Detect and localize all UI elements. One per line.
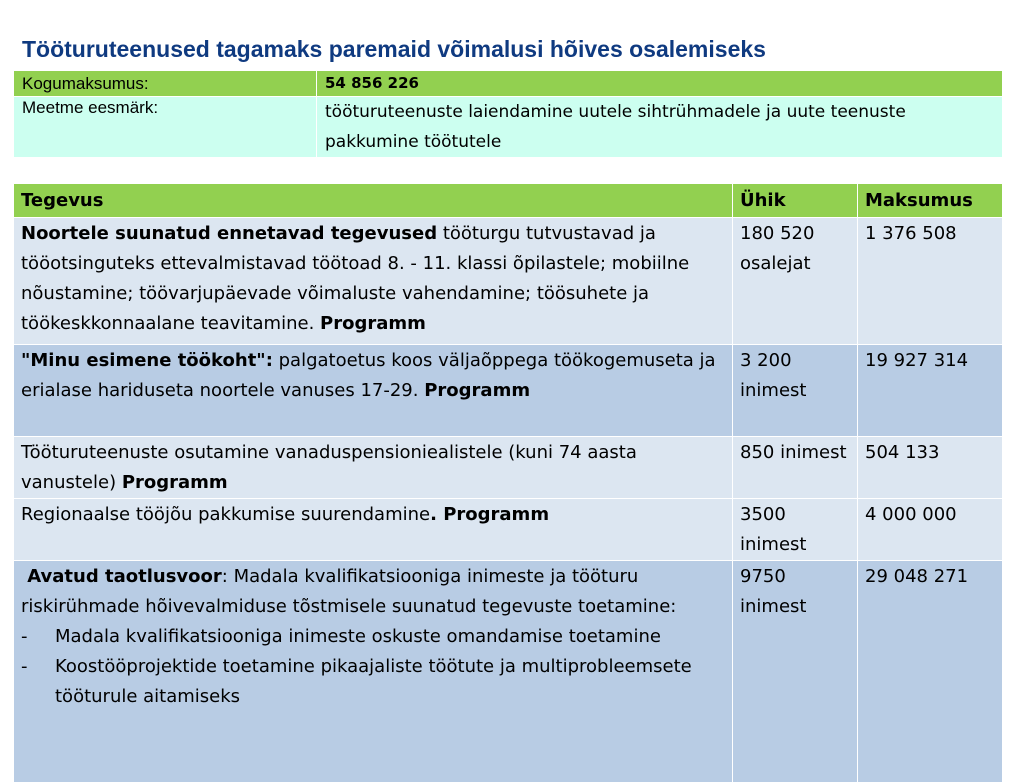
unit-cell: 9750 inimest	[733, 561, 858, 783]
cost-cell: 29 048 271	[858, 561, 1003, 783]
table-row	[14, 561, 1003, 783]
activity-bold-tail: Programm	[121, 472, 228, 493]
cost-value: 54 856 226	[317, 71, 1003, 97]
unit-cell: 850 inimest	[733, 437, 858, 499]
unit-cell: 3500 inimest	[733, 499, 858, 561]
activity-sub-list	[21, 622, 725, 712]
list-item: - Madala kvalifikatsiooniga inimeste oskuste omandamise toetamine	[21, 622, 725, 652]
activities-table	[13, 183, 1003, 783]
header-cost: Maksumus	[858, 184, 1003, 218]
list-item: - Koostööprojektide toetamine pikaajaliste töötute ja multiprobleemsete tööturule aitamiseks	[21, 652, 725, 712]
activity-cell	[14, 345, 733, 437]
activity-text: : Madala kvalifikatsiooniga inimeste ja tööturu riskirühmade hõivevalmiduse tõstmisele suunatud tegevuste toetamine:	[21, 566, 677, 617]
table-header-row	[14, 184, 1003, 218]
table-row	[14, 499, 1003, 561]
activity-text: Tööturuteenuste osutamine vanaduspensioniealistele (kuni 74 aasta vanustele)	[21, 442, 637, 493]
summary-table	[13, 70, 1003, 158]
activity-text: tööturgu tutvustavad ja tööotsinguteks ettevalmistavad töötoad 8. - 11. klassi õpilastele; mobiilne nõustamine; töövarjupäevade võimaluste vahendamine; töösuhete ja töökeskkonnaalane teavitamine.	[21, 223, 690, 334]
table-row	[14, 345, 1003, 437]
activity-bold-lead: Noortele suunatud ennetavad tegevused	[21, 223, 438, 244]
cost-label: Kogumaksumus:	[14, 71, 317, 97]
cost-cell: 504 133	[858, 437, 1003, 499]
activity-cell	[14, 437, 733, 499]
activity-cell	[14, 218, 733, 345]
slide-title: Tööturuteenused tagamaks paremaid võimalusi hõives osalemiseks	[22, 36, 766, 62]
activity-cell	[14, 499, 733, 561]
summary-row-goal	[14, 97, 1003, 158]
activity-bold-tail: . Programm	[430, 504, 550, 525]
activity-bold-lead: Avatud taotlusvoor	[21, 566, 222, 587]
activity-text: palgatoetus koos väljaõppega töökogemuseta ja erialase hariduseta noortele vanuses 17-29.	[21, 350, 716, 401]
table-row	[14, 218, 1003, 345]
header-unit: Ühik	[733, 184, 858, 218]
cost-cell: 19 927 314	[858, 345, 1003, 437]
activity-cell	[14, 561, 733, 783]
goal-label: Meetme eesmärk:	[14, 97, 317, 158]
summary-row-cost	[14, 71, 1003, 97]
activity-text: Regionaalse tööjõu pakkumise suurendamine	[21, 504, 431, 525]
cost-cell: 4 000 000	[858, 499, 1003, 561]
table-row	[14, 437, 1003, 499]
activity-bold-tail: Programm	[424, 380, 531, 401]
activity-bold-lead: "Minu esimene töökoht":	[21, 350, 273, 371]
activity-bold-tail: Programm	[320, 313, 426, 334]
unit-cell: 180 520 osalejat	[733, 218, 858, 345]
unit-cell: 3 200 inimest	[733, 345, 858, 437]
goal-value: tööturuteenuste laiendamine uutele sihtrühmadele ja uute teenuste pakkumine töötutele	[317, 97, 1003, 158]
cost-cell: 1 376 508	[858, 218, 1003, 345]
header-activity: Tegevus	[14, 184, 733, 218]
